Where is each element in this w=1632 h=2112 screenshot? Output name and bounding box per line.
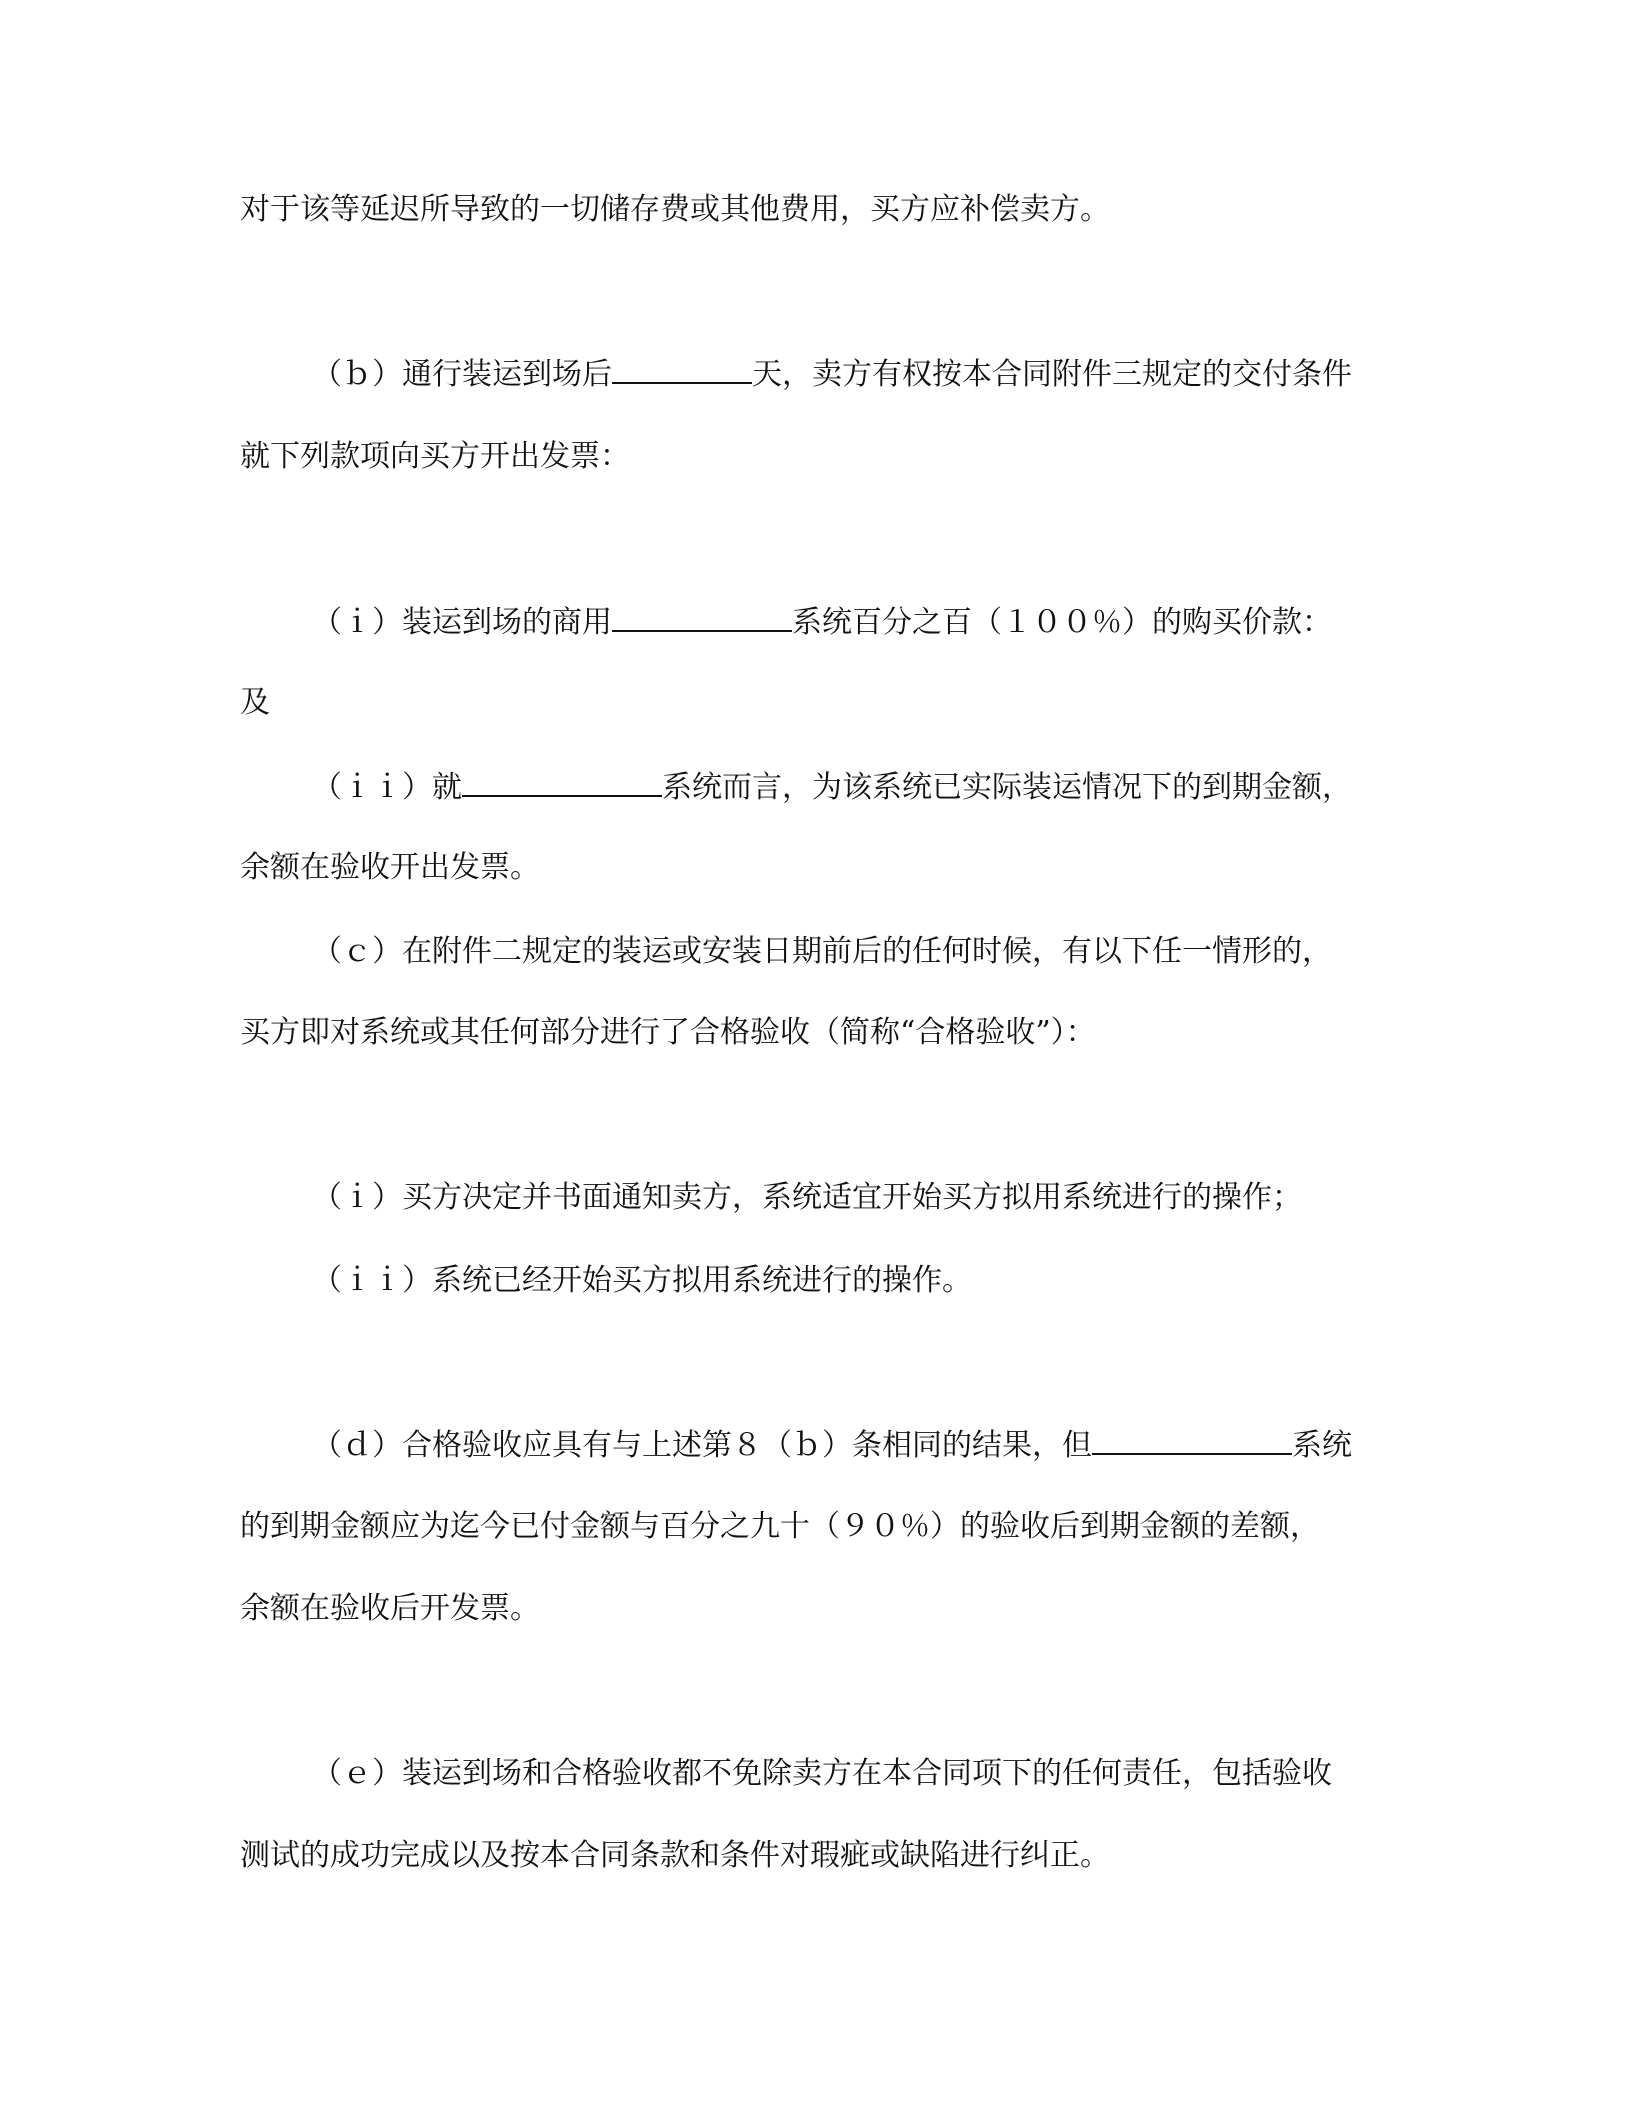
paragraph-d-line2: 的到期金额应为迄今已付金额与百分之九十（９０％）的验收后到期金额的差额，: [240, 1509, 1320, 1544]
paragraph-d-line3: 余额在验收后开发票。: [240, 1591, 540, 1626]
paragraph-b-line2: 就下列款项向买方开出发票：: [240, 439, 630, 474]
paragraph-d-line1: （ｄ）合格验收应具有与上述第８（ｂ）条相同的结果，但 系统: [312, 1425, 1392, 1466]
paragraph-b-line1: （ｂ）通行装运到场后 天，卖方有权按本合同附件三规定的交付条件: [312, 354, 1392, 395]
paragraph-c-line1: （ｃ）在附件二规定的装运或安装日期前后的任何时候，有以下任一情形的，: [312, 934, 1332, 969]
paragraph-b-i-line1: （ｉ）装运到场的商用 系统百分之百（１００％）的购买价款：: [312, 602, 1392, 643]
fill-in-blank-system: [1092, 1425, 1292, 1455]
paragraph-c-ii: （ｉｉ）系统已经开始买方拟用系统进行的操作。: [312, 1263, 972, 1298]
fill-in-blank-system: [462, 767, 662, 797]
paragraph-b-i-line2: 及: [240, 685, 270, 720]
paragraph-b-ii-line1: （ｉｉ）就 系统而言，为该系统已实际装运情况下的到期金额，: [312, 767, 1392, 808]
paragraph-b-ii-line2: 余额在验收开出发票。: [240, 850, 540, 885]
paragraph-c-i: （ｉ）买方决定并书面通知卖方，系统适宜开始买方拟用系统进行的操作；: [312, 1180, 1302, 1215]
paragraph-e-line1: （ｅ）装运到场和合格验收都不免除卖方在本合同项下的任何责任，包括验收: [312, 1756, 1332, 1791]
paragraph-intro: 对于该等延迟所导致的一切储存费或其他费用，买方应补偿卖方。: [240, 192, 1110, 227]
paragraph-e-line2: 测试的成功完成以及按本合同条款和条件对瑕疵或缺陷进行纠正。: [240, 1838, 1110, 1873]
fill-in-blank-days: [612, 354, 752, 384]
paragraph-c-line2: 买方即对系统或其任何部分进行了合格验收（简称“合格验收”）：: [240, 1015, 1096, 1050]
fill-in-blank-system: [612, 602, 792, 632]
